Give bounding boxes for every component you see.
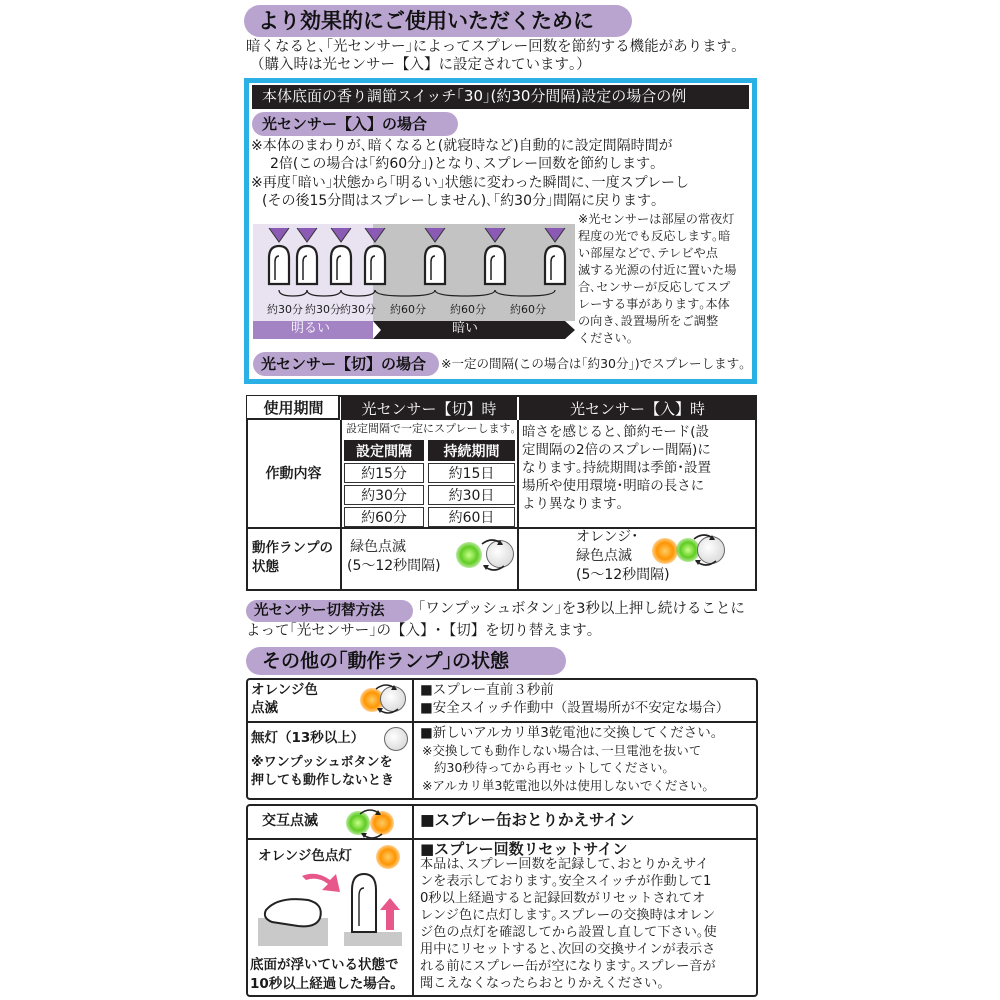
interval-label: 約60分 — [510, 303, 546, 316]
table-cell-duration: 約30日 — [428, 485, 515, 505]
intro-line-1: 暗くなると､｢光センサー｣によってスプレー回数を節約する機能があります｡ — [246, 39, 739, 55]
interval-label: 約30分 — [267, 303, 303, 316]
no-light-label: 無灯（13秒以上） — [251, 730, 365, 746]
row-label-operation: 作動内容 — [265, 466, 322, 482]
interval-label: 約60分 — [390, 303, 426, 316]
intro-line-2: （購入時は光センサー【入】に設定されています｡） — [250, 57, 591, 73]
sub-header-duration: 持続期間 — [428, 440, 515, 461]
off-subnote: 設定間隔で一定にスプレーします｡ — [346, 422, 517, 435]
orange-on-label: オレンジ色点灯 — [258, 848, 352, 864]
side-note: レーする事があります｡本体 — [578, 297, 730, 311]
side-note: ※光センサーは部屋の常夜灯 — [578, 212, 735, 226]
on-desc: より異なります｡ — [522, 496, 624, 512]
other-lamp-title: その他の｢動作ランプ｣の状態 — [246, 647, 566, 675]
orange-lamp-icon — [652, 538, 678, 564]
reset-desc: ンを表示しております｡安全スイッチが作動して1 — [420, 874, 712, 889]
side-note: ください｡ — [578, 331, 633, 345]
lamp-off-icon — [384, 727, 408, 751]
sensor-on-title: 光センサー【入】の場合 — [252, 112, 458, 136]
table-cell-interval: 約30分 — [344, 485, 424, 505]
grid-line — [517, 420, 519, 590]
battery-text: ※交換しても動作しない場合は､一旦電池を抜いて — [422, 743, 702, 758]
float-note: 10秒以上経過した場合｡ — [250, 976, 398, 992]
sensor-on-note2-l1: ※再度｢暗い｣状態から｢明るい｣状態に変わった瞬間に､一度スプレーし — [251, 175, 690, 191]
sensor-off-title: 光センサー【切】の場合 — [253, 352, 439, 376]
example-banner-text: 本体底面の香り調節スイッチ｢30｣(約30分間隔)設定の場合の例 — [262, 87, 687, 105]
grid-line — [247, 721, 757, 723]
reset-desc: 用中にリセットすると､次回の交換サインが表示さ — [420, 942, 716, 957]
on-lamp-text: オレンジ･ — [576, 529, 639, 545]
tilt-arrow-icon — [302, 874, 340, 892]
on-desc: 暗さを感じると､節約モード(設 — [522, 424, 709, 440]
row-label-lamp: 状態 — [252, 559, 279, 575]
reset-desc: 聞こえなくなったらおとりかえください｡ — [420, 976, 664, 991]
reset-desc: レンジ色に点灯します｡スプレーの交換時はオレン — [420, 908, 716, 923]
sprayer-icon — [269, 246, 565, 284]
side-note: 程度の光でも反応します｡暗 — [578, 229, 731, 243]
side-note: の向き､設置場所をご調整 — [578, 314, 719, 328]
orange-lamp-icon — [376, 845, 400, 869]
upright-sprayer-icon — [352, 874, 376, 932]
sub-header-interval: 設定間隔 — [344, 440, 424, 461]
interval-label: 約60分 — [450, 303, 486, 316]
sprayer-tilted-illustration — [258, 870, 408, 950]
alternate-label: 交互点滅 — [262, 813, 318, 829]
no-light-note: ※ワンプッシュボタンを — [251, 755, 393, 770]
table-cell-duration: 約60日 — [428, 507, 515, 527]
dark-label: 暗い — [452, 321, 479, 336]
sensor-on-note2-l2: (その後15分間はスプレーしません)､｢約30分｣間隔に戻ります｡ — [262, 193, 658, 209]
interval-brackets — [279, 290, 555, 296]
sensor-on-note1-l1: ※本体のまわりが､暗くなると(就寝時など)自動的に設定間隔時間が — [251, 138, 673, 154]
switch-method-text: よって｢光センサー｣の【入】･【切】を切り替えます｡ — [246, 623, 594, 639]
interval-label: 約30分 — [340, 303, 376, 316]
spec-header-period-text: 使用期間 — [263, 398, 324, 417]
on-lamp-text: (5〜12秒間隔) — [576, 567, 670, 583]
battery-text: ※アルカリ単3乾電池以外は使用しないでください｡ — [422, 778, 709, 793]
on-lamp-text: 緑色点滅 — [576, 548, 632, 564]
on-desc: なります｡持続期間は季節･設置 — [522, 460, 711, 476]
grid-line — [340, 420, 342, 590]
cycle-arrows-icon — [686, 533, 726, 567]
reset-sign-title: ■スプレー回数リセットサイン — [420, 840, 628, 858]
spray-mist-icon — [269, 228, 565, 242]
side-note: い部屋などで､テレビや点 — [578, 246, 718, 260]
grid-line — [247, 527, 756, 529]
orange-blink-label: オレンジ色 — [251, 682, 318, 698]
float-note: 底面が浮いている状態で — [250, 957, 399, 973]
reset-desc: れる前にスプレー缶が空になります｡スプレー音が — [420, 959, 716, 974]
orange-blink-desc: ■安全スイッチ作動中（設置場所が不安定な場合） — [420, 700, 730, 716]
orange-blink-desc: ■スプレー直前３秒前 — [420, 682, 554, 698]
on-desc: 場所や使用環境･明暗の長さに — [522, 478, 705, 494]
sensor-on-note1-l2: 2倍(この場合は｢約60分｣)となり､スプレー回数を節約します｡ — [270, 156, 658, 172]
up-arrow-icon — [380, 898, 400, 930]
reset-desc: 0秒以上経過すると記録回数がリセットされてオ — [420, 891, 706, 906]
tilted-sprayer-icon — [265, 899, 321, 926]
table-cell-interval: 約60分 — [344, 507, 424, 527]
row-label-lamp: 動作ランプの — [252, 540, 333, 556]
no-light-note: 押しても動作しないとき — [251, 773, 395, 788]
table-cell-interval: 約15分 — [344, 463, 424, 483]
battery-text: ■新しいアルカリ単3乾電池に交換してください｡ — [420, 725, 718, 741]
reset-desc: 本品は､スプレー回数を記録して､おとりかえサイ — [420, 857, 709, 872]
sensor-off-note: ※一定の間隔(この場合は｢約30分｣)でスプレーします｡ — [441, 356, 746, 371]
bright-label: 明るい — [291, 321, 331, 336]
grid-line — [412, 679, 414, 799]
battery-text: 約30秒待ってから再セットしてください｡ — [434, 760, 669, 775]
table-cell-duration: 約15日 — [428, 463, 515, 483]
side-note: 滅する光源の付近に置いた場 — [578, 263, 737, 277]
cycle-arrows-icon — [368, 683, 406, 715]
reset-desc: ジ色の点灯を確認してから設置し直して下さい｡使 — [420, 925, 717, 940]
switch-method-text: ｢ワンプッシュボタン｣を3秒以上押し続けることに — [418, 601, 745, 617]
interval-label: 約30分 — [305, 303, 341, 316]
spec-header-off-text: 光センサー【切】時 — [361, 399, 497, 418]
orange-blink-label: 点滅 — [251, 700, 278, 716]
replace-sign-text: ■スプレー缶おとりかえサイン — [420, 811, 635, 829]
spec-header-on-text: 光センサー【入】時 — [569, 399, 705, 418]
side-note: 合､センサーが反応してスプ — [578, 280, 731, 294]
on-desc: 定間隔の2倍のスプレー間隔)に — [522, 442, 711, 458]
grid-line — [412, 805, 414, 996]
section-title-main: より効果的にご使用いただくために — [244, 5, 632, 37]
off-lamp-text: (5〜12秒間隔) — [347, 558, 441, 574]
switch-method-label: 光センサー切替方法 — [246, 600, 413, 622]
cycle-arrows-icon — [352, 808, 390, 840]
floor-base — [344, 932, 402, 946]
cycle-arrows-icon — [474, 538, 514, 572]
off-lamp-text: 緑色点滅 — [350, 539, 406, 555]
